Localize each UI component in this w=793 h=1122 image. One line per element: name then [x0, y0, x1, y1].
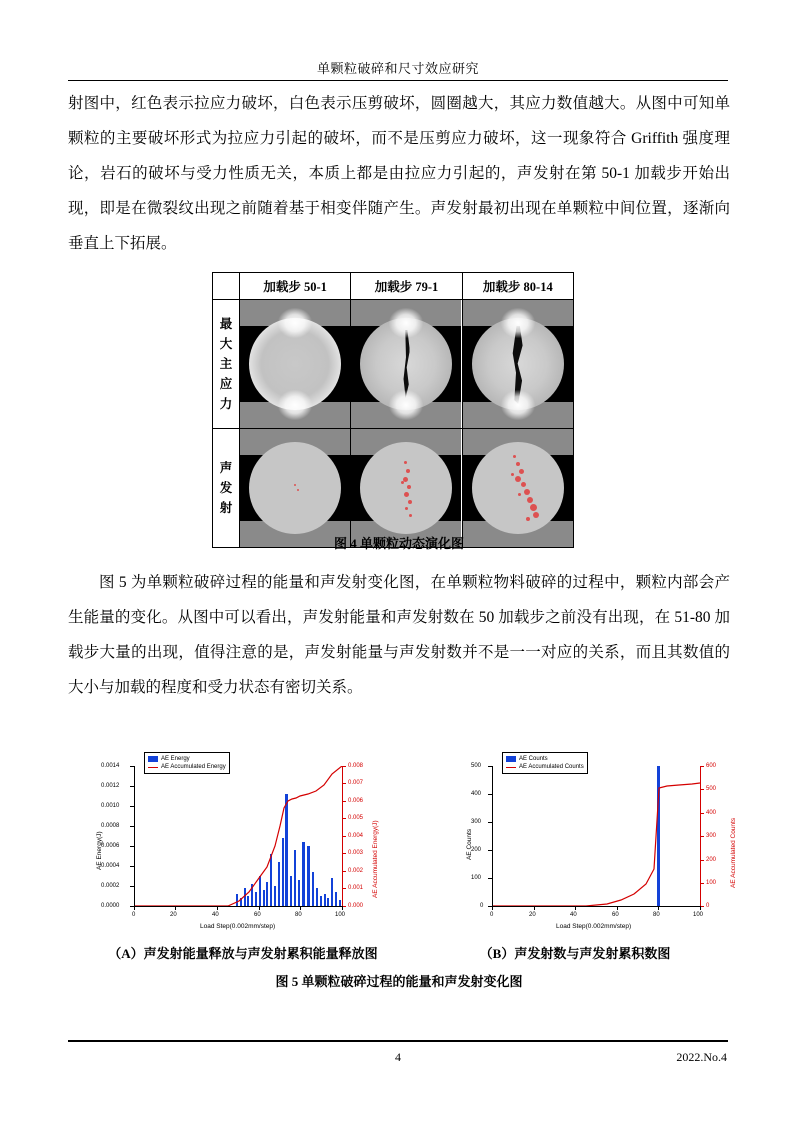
ae-dot	[530, 504, 537, 511]
tick	[130, 846, 134, 847]
tick	[488, 794, 492, 795]
chart-a-ytick-6: 0.0012	[101, 783, 120, 789]
ae-dot	[511, 473, 514, 476]
chart-b-xtick-4: 80	[653, 912, 660, 918]
ae-dot	[401, 481, 404, 484]
ae-dot	[516, 462, 520, 466]
tick	[342, 783, 346, 784]
chart-a-y2tick-5: 0.005	[348, 815, 364, 821]
chart-a-xtick-1: 20	[170, 912, 177, 918]
ae-dot	[404, 461, 407, 464]
figure-4	[212, 272, 574, 548]
tick	[130, 866, 134, 867]
figure-4-col-header-1: 加载步 50-1	[240, 273, 351, 300]
chart-a-y2tick-3: 0.003	[348, 850, 364, 856]
chart-b-ylabel: AE Counts	[466, 828, 473, 860]
tick	[342, 801, 346, 802]
legend-swatch-bar	[506, 756, 516, 762]
chart-a-legend	[144, 752, 230, 774]
header-divider	[68, 80, 728, 81]
chart-b-y2tick-3: 300	[706, 833, 717, 839]
chart-a-xtick-4: 80	[295, 912, 302, 918]
contact-glow-bottom	[278, 390, 312, 420]
ae-dot	[294, 484, 296, 486]
chart-b-y2tick-2: 200	[706, 857, 717, 863]
figure-4-stress-row	[213, 300, 574, 429]
chart-b-ytick-0: 0	[480, 903, 484, 909]
figure-4-ae-row	[213, 429, 574, 548]
figure-4-corner-cell	[213, 273, 240, 300]
ae-dot	[407, 485, 411, 489]
legend-row-2	[148, 763, 226, 771]
legend-swatch-line	[506, 767, 516, 768]
tick	[488, 850, 492, 851]
chart-b-accumulated-line	[493, 766, 700, 906]
chart-a-ytick-1: 0.0002	[101, 883, 120, 889]
chart-a-ytick-2: 0.0004	[101, 863, 120, 869]
row-label-char-4: 应	[219, 377, 233, 391]
chart-b-legend	[502, 752, 588, 774]
chart-b-y2tick-5: 500	[706, 786, 717, 792]
chart-a-bottom-axis	[134, 906, 342, 907]
chart-b-y2tick-6: 600	[706, 763, 717, 769]
ae-dot	[513, 455, 516, 458]
ae-dot	[515, 476, 521, 482]
ae-dot	[409, 514, 412, 517]
paragraph-1-text: 射图中，红色表示拉应力破坏，白色表示压剪破坏，圆圈越大，其应力数值越大。从图中可知单颗粒的主要破坏形式为拉应力引起的破坏，而不是压剪应力破坏，这一现象符合 Griffith 强度理论，岩石的破坏与受力性质无关，本质上都是由拉应力引起的，声发射在第 50-1 加载步开始出现，即是在微裂纹出现之前随着基于相变伴随产生。声发射最初出现在单颗粒中间位置，逐渐向垂直上下拓展。	[68, 95, 730, 252]
contact-glow-bottom	[389, 390, 423, 420]
row-label-char-2: 发	[219, 481, 233, 495]
chart-a-ylabel: AE Energy(J)	[96, 831, 103, 870]
chart-b-ytick-2: 200	[471, 847, 482, 853]
chart-a-ytick-3: 0.0006	[101, 843, 120, 849]
tick	[342, 818, 346, 819]
chart-b-y2tick-1: 100	[706, 880, 717, 886]
tick	[700, 789, 704, 790]
tick	[300, 906, 301, 910]
contact-glow-top	[278, 308, 312, 338]
stress-image-step-79-1	[351, 300, 461, 428]
tick	[342, 836, 346, 837]
chart-b-ytick-1: 100	[471, 875, 482, 881]
figure-5-subcaption-a: （A）声发射能量释放与声发射累积能量释放图	[108, 946, 378, 961]
figure-4-table	[212, 272, 574, 548]
chart-b-plot-area	[493, 766, 700, 906]
tick	[130, 766, 134, 767]
tick	[259, 906, 260, 910]
tick	[130, 786, 134, 787]
legend-row-1	[506, 755, 584, 763]
chart-b-y2label: AE Accumulated Counts	[730, 817, 737, 888]
tick	[700, 836, 704, 837]
ae-image-step-50-1	[240, 429, 350, 547]
figure-4-row-label-ae	[213, 429, 240, 548]
chart-a-xtick-5: 100	[335, 912, 346, 918]
chart-a-ytick-5: 0.0010	[101, 803, 120, 809]
page-header: 单颗粒破碎和尺寸效应研究	[316, 61, 479, 76]
ae-dot	[527, 497, 533, 503]
tick	[130, 826, 134, 827]
ae-dot	[297, 489, 299, 491]
issue-label: 2022.No.4	[676, 1050, 727, 1064]
chart-b-y2tick-4: 400	[706, 810, 717, 816]
ae-dot	[519, 469, 524, 474]
chart-b-xtick-0: 0	[490, 912, 494, 918]
chart-a-legend-1: AE Energy	[161, 756, 190, 762]
chart-b-xtick-5: 100	[693, 912, 704, 918]
ae-dot	[524, 489, 530, 495]
row-label-char-3: 主	[219, 357, 233, 371]
row-label-char-1: 最	[219, 317, 233, 331]
tick	[488, 822, 492, 823]
chart-a-y2tick-7: 0.007	[348, 780, 364, 786]
ae-event-dots	[463, 429, 573, 547]
contact-glow-top	[501, 308, 535, 338]
chart-a-y2tick-6: 0.006	[348, 798, 364, 804]
chart-a-accumulated-line	[135, 766, 342, 906]
tick	[134, 906, 135, 910]
ae-dot	[408, 500, 412, 504]
row-label-char-2: 大	[219, 337, 233, 351]
tick	[175, 906, 176, 910]
figure-4-row-label-stress	[213, 300, 240, 429]
chart-a-y2tick-8: 0.008	[348, 763, 364, 769]
ae-dot	[404, 492, 409, 497]
tick	[217, 906, 218, 910]
chart-a-ytick-0: 0.0000	[101, 903, 120, 909]
chart-b-xtick-2: 40	[570, 912, 577, 918]
tick	[700, 883, 704, 884]
figure-4-cell-stress-1	[240, 300, 351, 429]
contact-glow-top	[389, 308, 423, 338]
tick	[700, 766, 704, 767]
chart-a-ytick-4: 0.0008	[101, 823, 120, 829]
chart-b-xtick-1: 20	[529, 912, 536, 918]
figure-4-cell-ae-2	[351, 429, 462, 548]
figure-4-cell-stress-2	[351, 300, 462, 429]
legend-swatch-line	[148, 767, 158, 768]
ae-image-step-80-14	[463, 429, 573, 547]
tick	[658, 906, 659, 910]
tick	[342, 766, 346, 767]
paragraph-1	[68, 86, 730, 261]
figure-5-subcaption-b: （B）声发射数与声发射累积数图	[479, 946, 671, 961]
tick	[575, 906, 576, 910]
row-label-char-5: 力	[219, 397, 233, 411]
ae-dot	[518, 493, 521, 496]
ae-dot	[521, 482, 526, 487]
chart-a-y2tick-0: 0.000	[348, 903, 364, 909]
figure-4-cell-ae-1	[240, 429, 351, 548]
legend-swatch-bar	[148, 756, 158, 762]
chart-b-legend-1: AE Counts	[519, 756, 548, 762]
chart-a-xlabel: Load Step(0.002mm/step)	[200, 923, 276, 930]
ae-dot	[526, 517, 530, 521]
chart-b-ytick-5: 500	[471, 763, 482, 769]
tick	[488, 766, 492, 767]
chart-a-plot-area	[135, 766, 342, 906]
chart-b-xtick-3: 60	[612, 912, 619, 918]
chart-a-legend-2: AE Accumulated Energy	[161, 764, 226, 770]
tick	[700, 813, 704, 814]
tick	[492, 906, 493, 910]
legend-row-1	[148, 755, 226, 763]
paragraph-2-text: 图 5 为单颗粒破碎过程的能量和声发射变化图，在单颗粒物料破碎的过程中，颗粒内部会产生能量的变化。从图中可以看出，声发射能量和声发射数在 50 加载步之前没有出现，在 51-80 加载步大量的出现，值得注意的是，声发射能量与声发射数并不是一一对应的关系，而且其数值的大小与加载的程度和受力状态有密切关系。	[68, 574, 730, 696]
tick	[130, 886, 134, 887]
tick	[130, 806, 134, 807]
chart-b-y2tick-0: 0	[706, 903, 710, 909]
ae-dot	[403, 477, 408, 482]
chart-b-legend-2: AE Accumulated Counts	[519, 764, 584, 770]
contact-glow-bottom	[501, 390, 535, 420]
chart-a-y2tick-4: 0.004	[348, 833, 364, 839]
chart-b-ytick-4: 400	[471, 791, 482, 797]
chart-ae-counts	[452, 748, 742, 938]
figure-4-cell-stress-3	[462, 300, 573, 429]
figure-4-col-header-3: 加载步 80-14	[462, 273, 573, 300]
footer-divider	[68, 1040, 728, 1042]
tick	[700, 860, 704, 861]
ae-dot	[405, 507, 408, 510]
stress-image-step-80-14	[463, 300, 573, 428]
tick	[342, 906, 343, 910]
tick	[700, 906, 701, 910]
stress-image-step-50-1	[240, 300, 350, 428]
chart-b-bottom-axis	[492, 906, 700, 907]
tick	[342, 853, 346, 854]
chart-a-y2tick-2: 0.002	[348, 868, 364, 874]
tick	[534, 906, 535, 910]
chart-a-xtick-0: 0	[132, 912, 136, 918]
figure-4-col-header-2: 加载步 79-1	[351, 273, 462, 300]
ae-event-dots	[351, 429, 461, 547]
chart-ae-energy	[82, 748, 392, 938]
tick	[617, 906, 618, 910]
figure-4-caption: 图 4 单颗粒动态演化图	[333, 536, 464, 551]
row-label-char-3: 射	[219, 501, 233, 515]
tick	[342, 888, 346, 889]
chart-a-xtick-2: 40	[212, 912, 219, 918]
chart-b-xlabel: Load Step(0.002mm/step)	[556, 923, 632, 930]
chart-a-ytick-7: 0.0014	[101, 763, 120, 769]
ae-dot	[533, 512, 539, 518]
tick	[488, 878, 492, 879]
ae-dot	[406, 469, 410, 473]
chart-a-y2tick-1: 0.001	[348, 885, 364, 891]
row-label-char-1: 声	[219, 461, 233, 475]
paragraph-2	[68, 565, 730, 705]
legend-row-2	[506, 763, 584, 771]
chart-b-ytick-3: 300	[471, 819, 482, 825]
figure-5-caption: 图 5 单颗粒破碎过程的能量和声发射变化图	[275, 974, 523, 989]
ae-image-step-79-1	[351, 429, 461, 547]
figure-4-cell-ae-3	[462, 429, 573, 548]
tick	[342, 871, 346, 872]
page-number: 4	[395, 1050, 401, 1064]
chart-a-y2label: AE Accumulated Energy(J)	[372, 820, 379, 898]
chart-a-xtick-3: 60	[254, 912, 261, 918]
ae-event-dots	[240, 429, 350, 547]
figure-4-header-row	[213, 273, 574, 300]
